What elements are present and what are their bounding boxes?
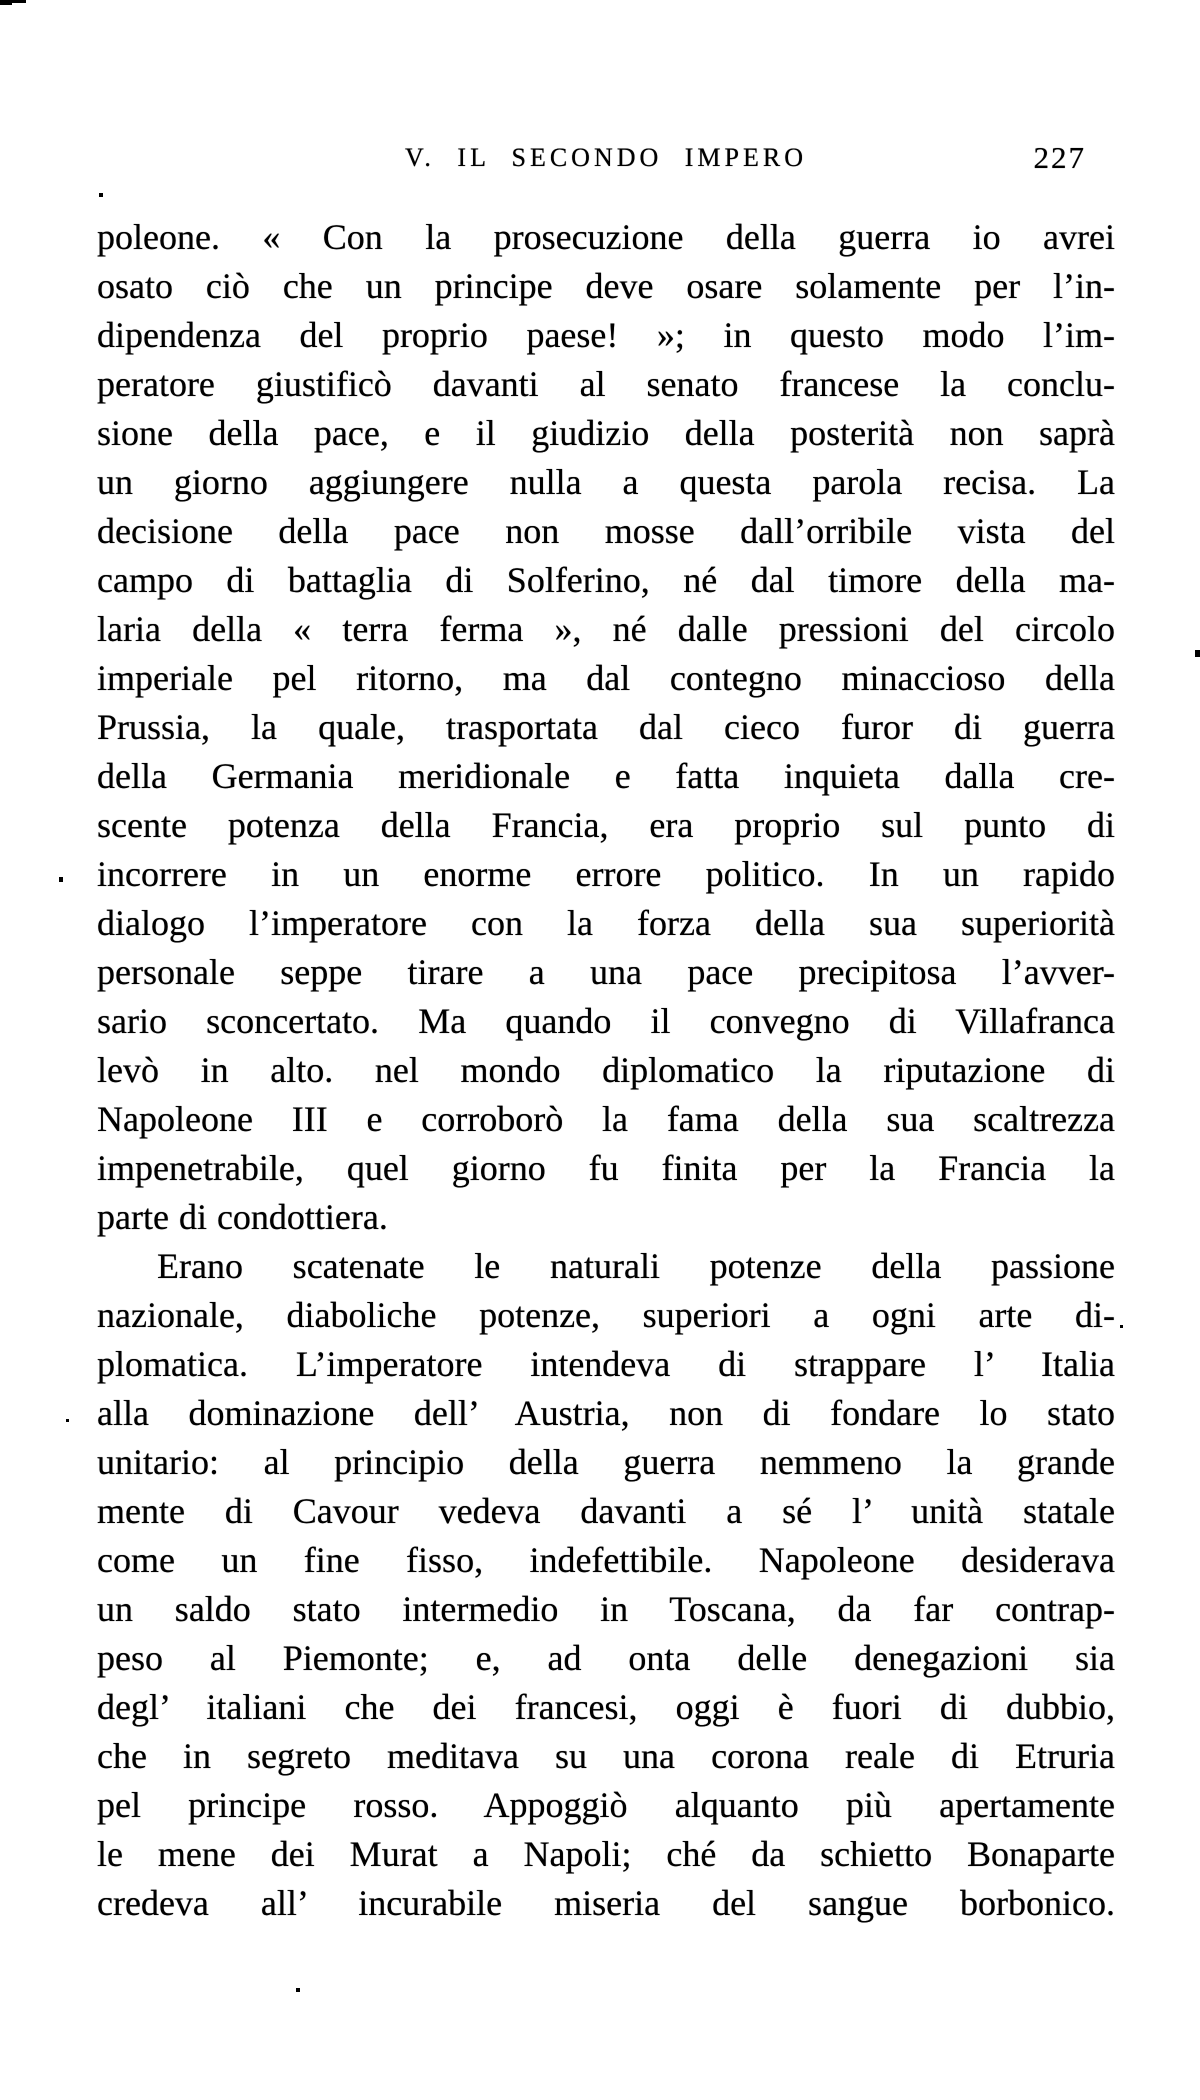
text-line: levò in alto. nel mondo diplomatico la riputazione di	[97, 1050, 1115, 1090]
text-line: come un fine fisso, indefettibile. Napoleone desiderava	[97, 1540, 1115, 1580]
text-line: campo di battaglia di Solferino, né dal timore della ma-	[97, 560, 1115, 600]
text-line: laria della « terra ferma », né dalle pressioni del circolo	[97, 609, 1115, 649]
text-line: poleone. « Con la prosecuzione della guerra io avrei	[97, 217, 1115, 257]
text-line: Napoleone III e corroborò la fama della sua scaltrezza	[97, 1099, 1115, 1139]
text-line: Erano scatenate le naturali potenze della passione	[157, 1246, 1115, 1286]
text-line: degl’ italiani che dei francesi, oggi è fuori di dubbio,	[97, 1687, 1115, 1727]
ink-speck	[296, 1988, 300, 1992]
text-line: plomatica. L’imperatore intendeva di strappare l’ Italia	[97, 1344, 1115, 1384]
page-body	[97, 213, 1115, 1928]
text-line: un giorno aggiungere nulla a questa parola recisa. La	[97, 462, 1115, 502]
page-number: 227	[1033, 140, 1086, 175]
text-line: scente potenza della Francia, era proprio sul punto di	[97, 805, 1115, 845]
text-line: mente di Cavour vedeva davanti a sé l’ unità statale	[97, 1491, 1115, 1531]
text-line: imperiale pel ritorno, ma dal contegno minaccioso della	[97, 658, 1115, 698]
text-line: Prussia, la quale, trasportata dal cieco furor di guerra	[97, 707, 1115, 747]
text-line: dialogo l’imperatore con la forza della sua superiorità	[97, 903, 1115, 943]
ink-speck	[99, 193, 103, 197]
text-line: osato ciò che un principe deve osare solamente per l’in-	[97, 266, 1115, 306]
text-line: personale seppe tirare a una pace precipitosa l’avver-	[97, 952, 1115, 992]
text-line: peratore giustificò davanti al senato francese la conclu-	[97, 364, 1115, 404]
text-line: parte di condottiera.	[97, 1197, 388, 1237]
text-line: le mene dei Murat a Napoli; ché da schietto Bonaparte	[97, 1834, 1115, 1874]
text-line: sario sconcertato. Ma quando il convegno di Villafranca	[97, 1001, 1115, 1041]
ink-speck	[1195, 650, 1200, 657]
scan-mark-corner	[0, 0, 12, 5]
page-header	[97, 143, 1115, 183]
text-line: incorrere in un enorme errore politico. In un rapido	[97, 854, 1115, 894]
text-line: credeva all’ incurabile miseria del sangue borbonico.	[97, 1883, 1115, 1923]
text-line: decisione della pace non mosse dall’orribile vista del	[97, 511, 1115, 551]
ink-speck	[66, 1419, 69, 1422]
text-line: nazionale, diaboliche potenze, superiori a ogni arte di-	[97, 1295, 1115, 1335]
text-line: pel principe rosso. Appoggiò alquanto più apertamente	[97, 1785, 1115, 1825]
text-line: unitario: al principio della guerra nemmeno la grande	[97, 1442, 1115, 1482]
text-line: peso al Piemonte; e, ad onta delle denegazioni sia	[97, 1638, 1115, 1678]
chapter-running-title: V. IL SECONDO IMPERO	[404, 143, 808, 172]
text-line: della Germania meridionale e fatta inquieta dalla cre-	[97, 756, 1115, 796]
text-line: un saldo stato intermedio in Toscana, da far contrap-	[97, 1589, 1115, 1629]
scan-mark-corner	[12, 0, 26, 3]
ink-speck	[1120, 1325, 1123, 1328]
text-line: dipendenza del proprio paese! »; in questo modo l’im-	[97, 315, 1115, 355]
text-line: alla dominazione dell’ Austria, non di fondare lo stato	[97, 1393, 1115, 1433]
text-line: che in segreto meditava su una corona reale di Etruria	[97, 1736, 1115, 1776]
ink-speck	[59, 877, 63, 882]
text-line: sione della pace, e il giudizio della posterità non saprà	[97, 413, 1115, 453]
text-line: impenetrabile, quel giorno fu finita per la Francia la	[97, 1148, 1115, 1188]
